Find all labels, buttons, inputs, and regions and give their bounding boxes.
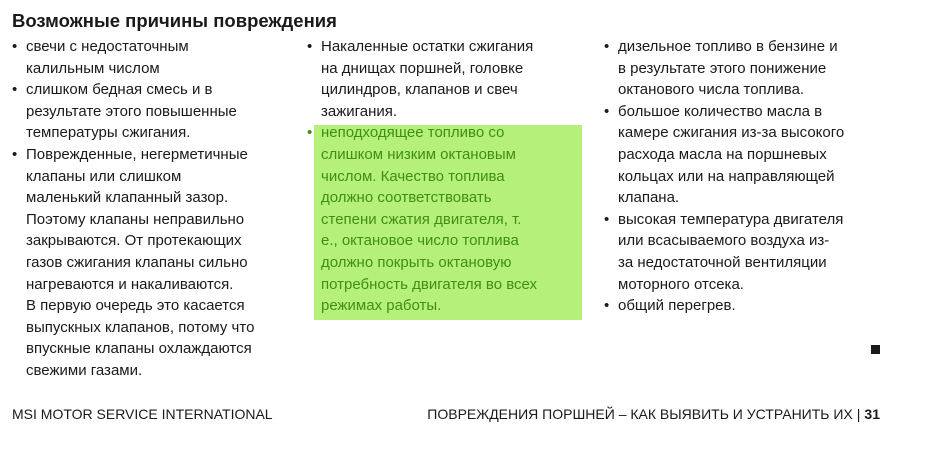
footer-company-name: MSI MOTOR SERVICE INTERNATIONAL <box>12 406 273 422</box>
highlighted-list-item: • неподходящее топливо со слишком низким октановым числом. Качество топлива должно соответствовать степени сжатия двигателя, т. е., октановое число топлива должно покрыть октановую потребность двигателя во всех режимах работы. <box>307 122 582 316</box>
causes-column-1 <box>12 36 302 382</box>
page-number: 31 <box>864 406 880 422</box>
footer-chapter <box>427 405 880 423</box>
causes-column-3 <box>604 36 894 317</box>
list-item: • большое количество масла в камере сжигания из-за высокого расхода масла на поршневых кольцах или на направляющей клапана. <box>604 101 894 209</box>
page-title: Возможные причины повреждения <box>12 10 337 31</box>
list-item: • слишком бедная смесь и в результате этого повышенные температуры сжигания. <box>12 79 302 144</box>
list-item: • свечи с недостаточным калильным числом <box>12 36 302 79</box>
footer-chapter-title: ПОВРЕЖДЕНИЯ ПОРШНЕЙ – КАК ВЫЯВИТЬ И УСТРАНИТЬ ИХ <box>427 406 853 422</box>
list-item: • дизельное топливо в бензине и в результате этого понижение октанового числа топлива. <box>604 36 894 101</box>
end-of-section-square-icon <box>871 345 880 354</box>
list-item: • Накаленные остатки сжигания на днищах поршней, головке цилиндров, клапанов и свеч зажигания. <box>307 36 582 122</box>
list-item: • высокая температура двигателя или всасываемого воздуха из- за недостаточной вентиляции моторного отсека. <box>604 209 894 295</box>
list-item: • Поврежденные, негерметичные клапаны или слишком маленький клапанный зазор. Поэтому клапаны неправильно закрываются. От протекающих газов сжигания клапаны сильно нагреваются и накаливаются. В первую очередь это касается выпускных клапанов, потому что впускные клапаны охлаждаются свежими газами. <box>12 144 302 382</box>
causes-column-2 <box>307 36 582 317</box>
list-item: • общий перегрев. <box>604 295 894 317</box>
footer-separator: | <box>856 406 861 422</box>
